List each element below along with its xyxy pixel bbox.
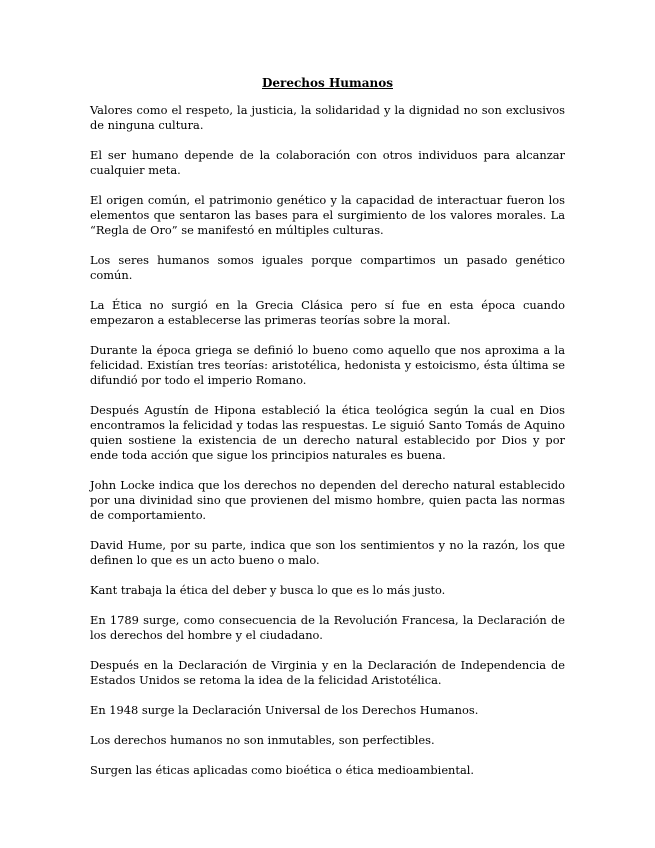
paragraph-virginia: Después en la Declaración de Virginia y en la Declaración de Independencia de Estados Unidos se retoma la idea de la felicidad Aristotélica. [90, 658, 565, 687]
paragraph-kant: Kant trabaja la ética del deber y busca lo que es lo más justo. [90, 583, 446, 597]
paragraph-ethics-origin: La Ética no surgió en la Grecia Clásica pero sí fue en esta época cuando empezaron a establecerse las primeras teorías sobre la moral. [90, 298, 565, 327]
paragraph-values: Valores como el respeto, la justicia, la solidaridad y la dignidad no son exclusivos de ninguna cultura. [90, 103, 565, 132]
paragraph-augustine: Después Agustín de Hipona estableció la ética teológica según la cual en Dios encontramos la felicidad y todas las respuestas. Le siguió Santo Tomás de Aquino quien sostiene la existencia de un derecho natural establecido por Dios y por ende toda acción que sigue los principios naturales es buena. [90, 403, 565, 462]
paragraph-greek-era: Durante la época griega se definió lo bueno como aquello que nos aproxima a la felicidad. Existían tres teorías: aristotélica, hedonista y estoicismo, ésta última se difundió por todo el imperio Romano. [90, 343, 565, 387]
paragraph-applied-ethics: Surgen las éticas aplicadas como bioética o ética medioambiental. [90, 763, 475, 777]
paragraph-1948: En 1948 surge la Declaración Universal de los Derechos Humanos. [90, 703, 479, 717]
paragraph-common-origin: El origen común, el patrimonio genético y la capacidad de interactuar fueron los elementos que sentaron las bases para el surgimiento de los valores morales. La “Regla de Oro” se manifestó en múltiples culturas. [90, 193, 565, 237]
paragraph-perfectible: Los derechos humanos no son inmutables, son perfectibles. [90, 733, 435, 747]
paragraph-1789: En 1789 surge, como consecuencia de la Revolución Francesa, la Declaración de los derechos del hombre y el ciudadano. [90, 613, 565, 642]
paragraph-locke: John Locke indica que los derechos no dependen del derecho natural establecido por una divinidad sino que provienen del mismo hombre, quien pacta las normas de comportamiento. [90, 478, 565, 522]
paragraph-hume: David Hume, por su parte, indica que son los sentimientos y no la razón, los que definen lo que es un acto bueno o malo. [90, 538, 565, 567]
paragraph-equality: Los seres humanos somos iguales porque compartimos un pasado genético común. [90, 253, 565, 282]
document-title: Derechos Humanos [262, 76, 393, 90]
paragraph-collaboration: El ser humano depende de la colaboración con otros individuos para alcanzar cualquier meta. [90, 148, 565, 177]
